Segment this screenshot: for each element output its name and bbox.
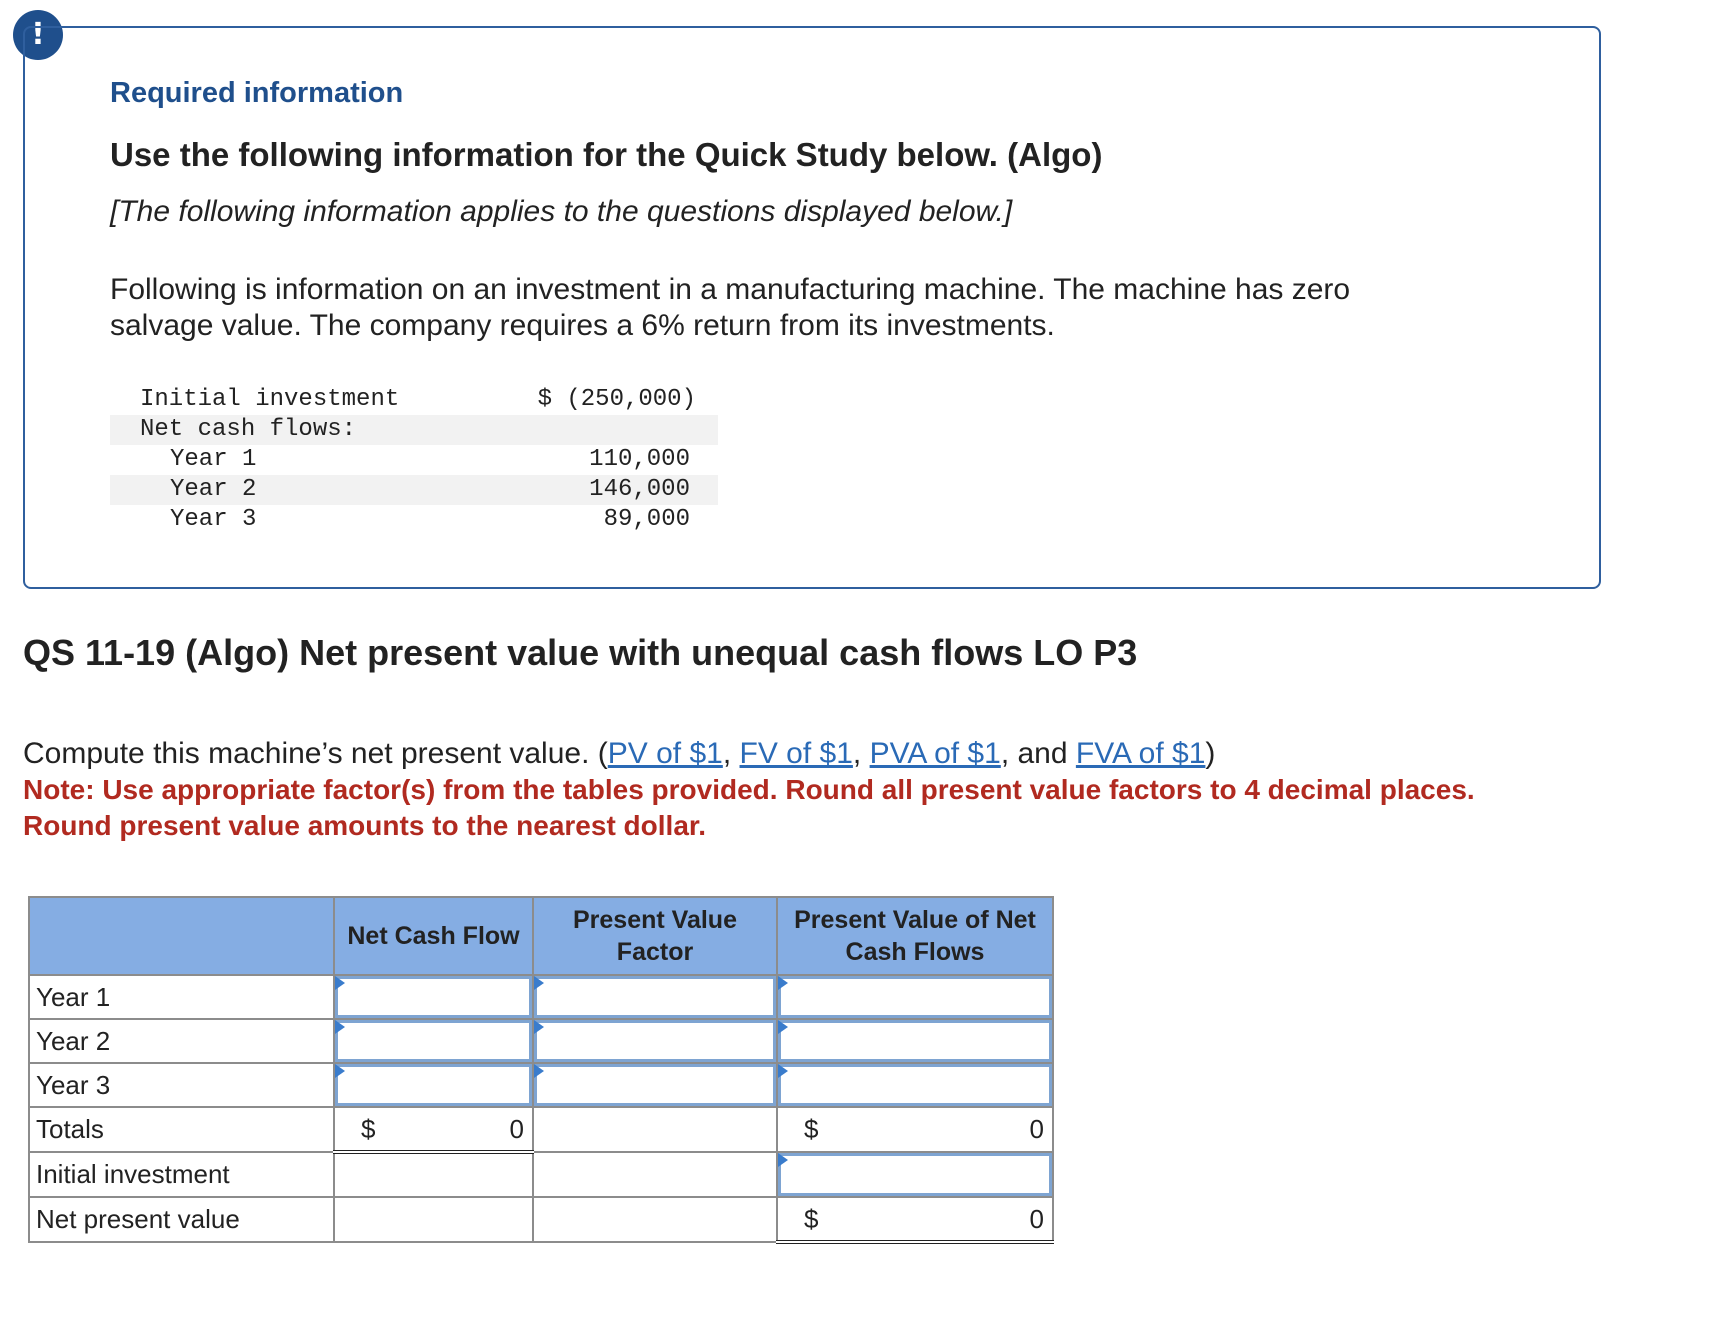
year-1-pv-cell	[777, 975, 1053, 1019]
row-label-year-3: Year 3	[29, 1063, 334, 1107]
totals-factor-cell	[533, 1107, 777, 1152]
fv-of-1-link[interactable]: FV of $1	[739, 737, 853, 770]
header-row	[29, 897, 1053, 975]
initial-investment-pv-cell	[777, 1152, 1053, 1197]
header-present-value-of-net-cash-flows: Present Value of Net Cash Flows	[777, 897, 1053, 975]
row-label: Year 3	[170, 506, 257, 533]
totals-net-cash-flow-value: 0	[509, 1114, 524, 1144]
pva-of-1-link[interactable]: PVA of $1	[869, 737, 1001, 770]
table-row	[110, 445, 718, 475]
row-label-totals: Totals	[29, 1107, 334, 1152]
table-row	[29, 975, 1053, 1019]
note-line: Note: Use appropriate factor(s) from the tables provided. Round all present value factors to 4 decimal places.	[23, 774, 1475, 805]
table-row	[110, 385, 718, 415]
year-2-net-cash-flow-input[interactable]	[335, 1020, 532, 1062]
investment-data-table	[110, 385, 718, 535]
row-label: Year 2	[170, 476, 257, 503]
net-present-value: 0	[1029, 1204, 1044, 1234]
year-3-net-cash-flow-cell	[334, 1063, 533, 1107]
header-net-cash-flow: Net Cash Flow	[334, 897, 533, 975]
year-1-net-cash-flow-cell	[334, 975, 533, 1019]
year-1-net-cash-flow-input[interactable]	[335, 976, 532, 1018]
table-row	[29, 1063, 1053, 1107]
row-label: Initial investment	[140, 386, 400, 413]
table-row	[110, 475, 718, 505]
npv-ncf-cell	[334, 1197, 533, 1242]
year-1-pv-factor-input[interactable]	[534, 976, 776, 1018]
table-row	[29, 1197, 1053, 1242]
row-value: 110,000	[589, 446, 690, 473]
separator: ,	[852, 737, 870, 770]
row-label-year-1: Year 1	[29, 975, 334, 1019]
separator: ,	[722, 737, 740, 770]
info-title: Use the following information for the Quick Study below. (Algo)	[110, 136, 1103, 173]
year-1-factor-cell	[533, 975, 777, 1019]
row-label-net-present-value: Net present value	[29, 1197, 334, 1242]
pv-of-1-link[interactable]: PV of $1	[607, 737, 723, 770]
row-label-initial-investment: Initial investment	[29, 1152, 334, 1197]
fva-of-1-link[interactable]: FVA of $1	[1075, 737, 1206, 770]
year-3-net-cash-flow-input[interactable]	[335, 1064, 532, 1106]
alert-icon: !	[13, 10, 63, 60]
year-2-pv-factor-input[interactable]	[534, 1020, 776, 1062]
separator: , and	[1000, 737, 1076, 770]
initial-investment-ncf-cell	[334, 1152, 533, 1197]
totals-pv-cell	[777, 1107, 1053, 1152]
npv-cell	[777, 1197, 1053, 1242]
totals-net-cash-flow-cell	[334, 1107, 533, 1152]
table-row	[110, 505, 718, 535]
rounding-note	[23, 772, 1683, 844]
table-row	[29, 1152, 1053, 1197]
header-blank	[29, 897, 334, 975]
table-row	[29, 1107, 1053, 1152]
year-2-pv-cell	[777, 1019, 1053, 1063]
row-label: Net cash flows:	[140, 416, 357, 443]
currency-symbol: $	[804, 1204, 819, 1234]
investment-description: Following is information on an investment in a manufacturing machine. The machine has zero salvage value. The company requires a 6% return from its investments.	[110, 273, 1351, 342]
year-2-factor-cell	[533, 1019, 777, 1063]
year-3-factor-cell	[533, 1063, 777, 1107]
required-information-heading: Required information	[110, 77, 404, 109]
row-value: $ (250,000)	[537, 386, 696, 413]
year-3-pv-factor-input[interactable]	[534, 1064, 776, 1106]
currency-symbol: $	[361, 1114, 376, 1144]
row-label: Year 1	[170, 446, 257, 473]
initial-investment-input[interactable]	[778, 1153, 1052, 1196]
header-present-value-factor: Present Value Factor	[533, 897, 777, 975]
year-2-net-cash-flow-cell	[334, 1019, 533, 1063]
table-row	[29, 1019, 1053, 1063]
year-2-present-value-input[interactable]	[778, 1020, 1052, 1062]
row-value: 146,000	[589, 476, 690, 503]
year-3-present-value-input[interactable]	[778, 1064, 1052, 1106]
applies-note: [The following information applies to the questions displayed below.]	[110, 195, 1013, 228]
question-title: QS 11-19 (Algo) Net present value with unequal cash flows LO P3	[23, 632, 1138, 673]
question-prompt	[23, 736, 1683, 844]
row-label-year-2: Year 2	[29, 1019, 334, 1063]
year-3-pv-cell	[777, 1063, 1053, 1107]
totals-present-value: 0	[1029, 1114, 1044, 1144]
row-value: 89,000	[603, 506, 690, 533]
separator: )	[1205, 737, 1216, 770]
currency-symbol: $	[804, 1114, 819, 1144]
year-1-present-value-input[interactable]	[778, 976, 1052, 1018]
initial-investment-factor-cell	[533, 1152, 777, 1197]
prompt-text: Compute this machine’s net present value. (	[23, 737, 608, 770]
npv-factor-cell	[533, 1197, 777, 1242]
table-row	[110, 415, 718, 445]
note-line: Round present value amounts to the nearest dollar.	[23, 810, 707, 841]
npv-answer-table	[28, 896, 1054, 1244]
